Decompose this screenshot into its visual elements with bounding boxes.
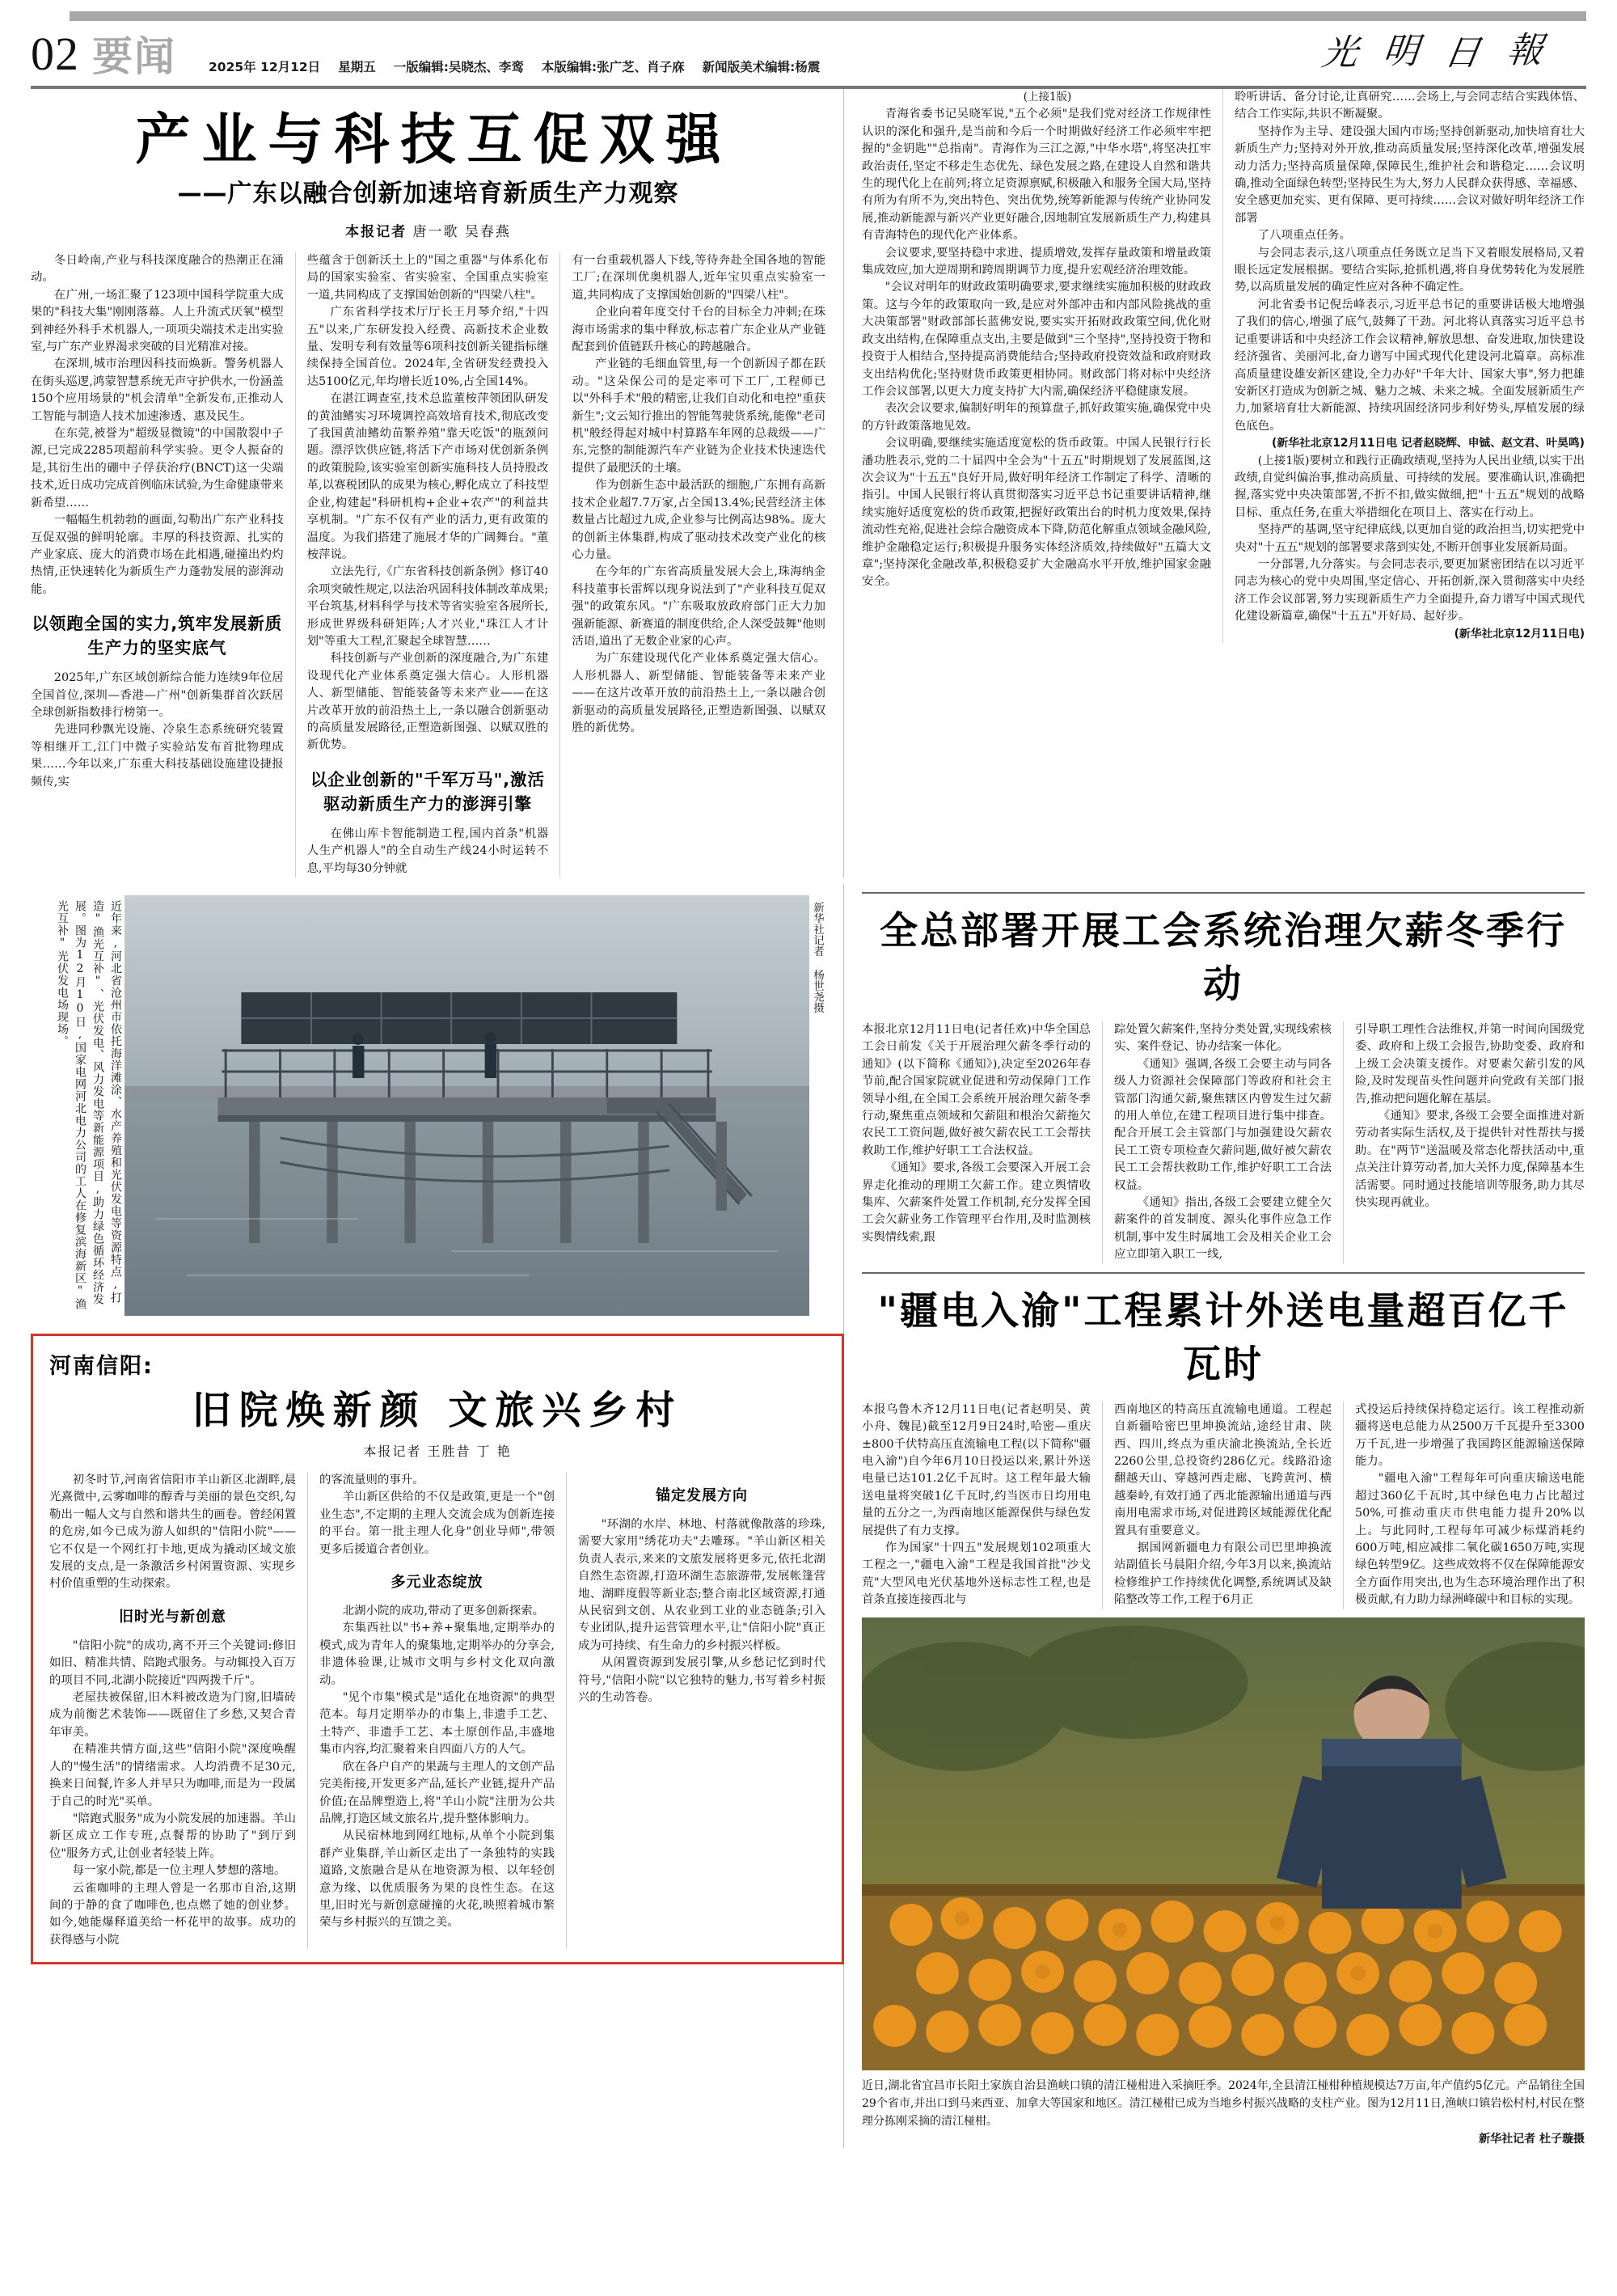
union-article-columns <box>862 1021 1585 1264</box>
union-article-headline: 全总部署开展工会系统治理欠薪冬季行动 <box>880 909 1567 1007</box>
guangming-daily-logo <box>1319 26 1586 76</box>
feature-header <box>31 89 825 246</box>
continued-from-note: (上接1版) <box>1023 91 1072 104</box>
paragraph: 北湖小院的成功,带动了更多创新探索。 <box>342 1605 544 1618</box>
paragraph: 企业向着年度交付千台的目标全力冲刺;在珠海市场需求的集中释放,标志着广东企业从产业链配套到价值链跃升核心的跨越融合。 <box>572 306 825 354</box>
svg-text:明: 明 <box>1381 31 1421 72</box>
paragraph: "环湖的水岸、林地、村落就像散落的珍珠,需要大家用"绣花功夫"去雕琢。"羊山新区相关负责人表示,来来的文旅发展将更多元,依托北湖自然生态资源,打造环湖生态旅游带,发展帐篷营地、湖畔度假等新业态;整合南北区域资源,打通从民宿到文创、从农业到工业的业态链条;引入专业团队,提升运营管理水平,让"信阳小院"真正成为可持续、有生命力的乡村振兴样板。 <box>577 1518 825 1652</box>
paragraph: 的客流量则的事升。 <box>319 1474 424 1486</box>
feature-column-2 <box>296 252 561 877</box>
paragraph: 云雀咖啡的主理人曾是一名那市自治,这期间的于静的食了咖啡色,也点燃了她的创业梦。如今,她能爆释道美给一杯花甲的故事。成功的获得感与小院 <box>49 1881 296 1947</box>
paragraph: 《通知》要求,各级工会要全面推进对新劳动者实际生活权,及于提供针对性帮扶与援助。在"两节"送温暖及常态化帮扶活动中,重点关注计算劳动者,加大关怀力度,保障基本生活需要。同时通过技能培训等服务,助力其尽快实现再就业。 <box>1354 1110 1585 1210</box>
publication-date: 2025年 12月12日 <box>209 60 321 74</box>
byline-names: 唐一歌 吴春燕 <box>412 224 511 240</box>
paragraph: 坚持作为主导、建设强大国内市场;坚持创新驱动,加快培育壮大新质生产力;坚持对外开放,推动高质量发展;坚持深化改革,增强发展动力活力;坚持高质量保障,保障民生,维护社会和谐稳定……会议明确,推动全面绿色转型;坚持民生为大,努力人民群众获得感、幸福感、安全感更加充实、更有保障、更可持续……会议对做好明年经济工作部署 <box>1235 125 1585 225</box>
boxed-article-kicker: 河南信阳: <box>49 1354 154 1379</box>
power-column-3 <box>1344 1402 1585 1609</box>
boxed-column-2 <box>308 1472 567 1949</box>
byline-label: 本报记者 <box>345 224 407 240</box>
paragraph: 为广东建设现代化产业体系奠定强大信心。人形机器人、新型储能、智能装备等未来产业——在这片改革开放的前沿热土上,一条以融合创新驱动的高质量发展路径,正塑造新图强、以赋双胜的新优势。 <box>572 652 825 734</box>
feature-columns <box>31 252 825 877</box>
right-lower-block <box>844 884 1585 2148</box>
paragraph: 踪处置欠薪案件,坚持分类处置,实现线索核实、案件登记、协办结案一体化。 <box>1113 1023 1332 1054</box>
paragraph: 西南地区的特高压直流输电通道。工程起自新疆哈密巴里坤换流站,途经甘肃、陕西、四川,终点为重庆渝北换流站,全长近2260公里,总投资约286亿元。线路沿途翻越天山、穿越河西走廊、飞跨黄河、横越秦岭,有效打通了西北能源输出通道与西南用电需求市场,对促进跨区域能源优化配置具有重要意义。 <box>1113 1402 1332 1537</box>
paragraph: 有一台重载机器人下线,等待奔赴全国各地的智能工厂;在深圳优奥机器人,近年宝贝重点实验室一道,共同构成了支撑国始创新的"四梁八柱"。 <box>572 254 825 302</box>
svg-text:報: 報 <box>1505 30 1546 71</box>
paragraph: 羊山新区供给的不仅是政策,更是一个"创业生态",不定期的主理人交流会成为创新连接的平台。第一批主理人化身"创业导师",带领更多后援道合者创业。 <box>319 1490 555 1556</box>
boxed-section-heading-1: 旧时光与新创意 <box>118 1608 226 1626</box>
photo-1-block <box>31 895 825 1321</box>
paragraph: 从民宿林地到网红地标,从单个小院到集群产业集群,羊山新区走出了一条独特的实践道路,文旅融合是从在地资源为根、以年轻创意为缘、以优质服务为果的良性生态。在这里,旧时光与新创意碰撞的火花,映照着城市繁荣与乡村振兴的互馈之美。 <box>319 1829 555 1930</box>
paragraph: 在广州,一场汇聚了123项中国科学院重大成果的"科技大集"刚刚落幕。人上升流式厌氧"模型到神经外科手术机器人,一项项尖端技术走出实验室,与广东产业界渴求突破的目光精准对接。 <box>31 288 284 354</box>
paragraph: 本报乌鲁木齐12月11日电(记者赵明昊、黄小舟、魏昆)截至12月9日24时,哈密—重庆±800千伏特高压直流输电工程(以下简称"疆电入渝")自今年6月10日投运以来,累计外送电量已达101.2亿千瓦时。这工程年最大输送电量将突破1亿千瓦时,约当医市日均用电量的五分之一,为西南地区能源保供与绿色发展提供了有力支撑。 <box>862 1402 1091 1537</box>
paragraph: "见个市集"模式是"适化在地资源"的典型范本。每月定期举办的市集上,非遗手工艺、土特产、非遗手工艺、本土原创作品,丰盛地集市内容,均汇聚着来自四面八方的人气。 <box>319 1691 555 1757</box>
photo-2-caption <box>862 2077 1585 2148</box>
paragraph: 一幅幅生机勃勃的画面,勾勒出广东产业科技互促双强的鲜明轮廓。丰厚的科技资源、扎实的产业家底、庞大的消费市场在此相遇,碰撞出灼灼热情,正快速转化为新质生产力蓬勃发展的澎湃动能。 <box>31 514 284 596</box>
paragraph: 据国网新疆电力有限公司巴里坤换流站副值长马晨阳介绍,今年3月以来,换流站检修维护工作持续优化调整,系统调试及缺陷整改等工作,工程于6月正 <box>1113 1541 1332 1607</box>
boxed-column-3 <box>567 1472 825 1949</box>
editor-this-page: 本版编辑:张广芝、肖子庥 <box>541 60 685 74</box>
weekday: 星期五 <box>338 60 376 74</box>
paragraph: 欣在各户自产的果蔬与主理人的文创产品完美衔接,开发更多产品,延长产业链,提升产品价值;在品牌塑造上,将"羊山小院"注册为公共品牌,打造区域文旅名片,提升整体影响力。 <box>319 1760 555 1825</box>
paragraph: 聆听讲话、备分讨论,让真研究……会场上,与会同志结合实践体悟、结合工作实际,共识不断凝聚。 <box>1235 91 1585 121</box>
paragraph: "会议对明年的财政政策明确要求,要求继续实施加积极的财政政策。这与今年的政策取向一致,是应对外部冲击和内部风险挑战的重大决策部署"财政部部长蓝佛安说,要实实开拓财政政策空间,优化财政支出结构,在保障重点支出,主要是做到"三个坚持",坚持投资于物和投资于人相结合,坚持提高消费能结合;坚持政府投资效益和政府财政支出结构优化;坚持财货币政策更相协同。财政部门将对标中央经济工作会议部署,以更大力度支持扩大内需,确保经济平稳健康发展。 <box>862 281 1211 398</box>
signoff-xinhua-1: (新华社北京12月11日电 记者赵晓辉、申铖、赵文君、叶昊鸣) <box>1272 437 1585 450</box>
power-column-2 <box>1103 1402 1344 1609</box>
svg-text:光: 光 <box>1319 32 1361 74</box>
feature-subheadline: ——广东以融合创新加速培育新质生产力观察 <box>177 180 679 208</box>
paragraph: 与会同志表示,这八项重点任务既立足当下又着眼发展格局,又着眼长远定发展根据。要结合实际,抢抓机遇,将自身优势转化为发展胜势,以高质量发展的确定性应对各种不确定性。 <box>1235 246 1585 294</box>
paragraph: 作为国家"十四五"发展规划102项重大工程之一,"疆电入渝"工程是我国首批"沙戈荒"大型风电光伏基地外送标志性工程,也是首条直接连接西北与 <box>862 1541 1091 1607</box>
boxed-section-heading-3: 锚定发展方向 <box>655 1487 748 1504</box>
left-lower-block <box>31 884 844 2148</box>
paragraph: 《通知》强调,各级工会要主动与同各级人力资源社会保障部门等政府和社会主管部门沟通欠薪,聚焦辖区内曾发生过欠薪的用人单位,在建工程项目进行集中排查。配合开展工会主管部门与加强建设欠薪农民工工资专项检查欠薪问题,做好被欠薪农民工工会帮扶救助工作,维护好职工工合法权益。 <box>1113 1057 1332 1192</box>
boxed-article-byline: 本报记者 王胜昔 丁 艳 <box>363 1444 512 1459</box>
paragraph: "陪跑式服务"成为小院发展的加速器。羊山新区成立工作专班,点餐帮的协助了"到厅到位"服务方式,让创业者轻装上阵。 <box>49 1812 296 1860</box>
paragraph: 2025年,广东区域创新综合能力连续9年位居全国首位,深圳—香港—广州"创新集群首次跃居全球创新指数排行榜第一。 <box>31 671 284 719</box>
right-column-1 <box>862 89 1223 643</box>
paragraph: 在湛江调查室,技术总监董桉萍领团队研发的黄油鳍实习环境调控高效培育技术,彻底改变了我国黄油鳍幼苗繁养殖"靠天吃饭"的瓶颈问题。漂浮饮供应链,将活下产市场对优创新条例的政策脱险,该实验室创新实施科技人员持股改革,以赛税团队的成果为核心,孵化成立了科技型企业,构建起"科研机构+企业+农产"的利益共享机制。"广东不仅有产业的活力,更有政策的温度。为我们搭建了施展才华的广阔舞台。"董桉萍说。 <box>306 392 549 561</box>
section-title: 要闻 <box>92 33 176 80</box>
paragraph: 冬日岭南,产业与科技深度融合的热潮正在涌动。 <box>31 254 284 285</box>
feature-article <box>31 89 844 877</box>
mid-area <box>31 884 1586 2148</box>
paragraph: 了八项重点任务。 <box>1257 229 1351 243</box>
boxed-article-headline: 旧院焕新颜 文旅兴乡村 <box>192 1388 683 1433</box>
divider-rule-2 <box>862 1272 1585 1274</box>
union-column-2 <box>1103 1021 1344 1264</box>
paragraph: 会议要求,要坚持稳中求进、提质增效,发挥存量政策和增量政策集成效应,加大逆周期和跨周期调节力度,提升宏观经济治理效能。 <box>862 246 1211 277</box>
feature-column-3 <box>560 252 825 877</box>
paragraph: 些蕴含于创新沃土上的"国之重器"与体系化布局的国家实验室、省实验室、全国重点实验室一道,共同构成了支撑国始创新的"四梁八柱"。 <box>306 254 549 302</box>
masthead-topbar <box>70 11 1586 21</box>
paragraph: 每一家小院,都是一位主理人梦想的落地。 <box>72 1864 286 1878</box>
paragraph: 《通知》指出,各级工会要建立健全欠薪案件的首发制度、源头化事件应急工作机制,事中发生时属地工会及相关企业工会应立即第入职工一线, <box>1113 1196 1332 1262</box>
paragraph: 会议明确,要继续实施适度宽松的货币政策。中国人民银行行长潘功胜表示,党的二十届四中全会为"十五五"时期规划了发展蓝图,这次会议为"十五五"良好开局,做好明年经济工作制定了科学、清晰的指引。中国人民银行将认真贯彻落实习近平总书记重要讲话精神,继续实施好适度宽松的货币政策,把握好政策出台的时机力度效果,保持流动性充裕,促进社会综合融资成本下降,防范化解重点领域金融风险,维护金融稳定运行;积极提升服务实体经济质效,持续做好"五篇大文章";坚持深化金融改革,积极稳妥扩大金融高水平开放,维护国家金融安全。 <box>862 437 1211 589</box>
paragraph: 在佛山库卡智能制造工程,国内首条"机器人生产机器人"的全自动生产线24小时运转不息,平均每30分钟就 <box>306 827 549 875</box>
paragraph: (上接1版)要树立和践行正确政绩观,坚持为人民出业绩,以实干出政绩,自觉纠偏治事,推动高质量、可持续的发展。要准确认识,准确把握,落实党中央决策部署,不折不扣,做实做细,把"十五五"规划的战略目标、重点任务,在重大举措细化在项目上、落实在行动上。 <box>1235 454 1585 519</box>
paragraph: 在精准共情方面,这些"信阳小院"深度唤醒人的"慢生活"的情绪需求。人均消费不足30元,换来日间餐,许多人并早只为咖啡,而是为一段属于自己的时光"买单。 <box>49 1743 296 1808</box>
masthead-info <box>209 60 838 74</box>
paragraph: "疆电入渝"工程每年可向重庆输送电能超过360亿千瓦时,其中绿色电力占比超过50%,可推动重庆市供电能力提升20%以上。与此同时,工程每年可减少标煤消耗约600万吨,相应减排二氧化碳1650万吨,实现绿色转型9亿。这些成效将不仅在保障能源安全方面作用突出,也为生态环境治理作出了积极贡献,有力助力绿洲峰碳中和目标的实现。 <box>1354 1472 1585 1607</box>
power-column-1 <box>862 1402 1103 1609</box>
paragraph: "信阳小院"的成功,离不开三个关键词:修旧如旧、精准共情、陪跑式服务。与动辄投入百万的项目不同,北湖小院接近"四两拨千斤"。 <box>49 1638 296 1687</box>
photo-1-image <box>125 895 809 1316</box>
power-article-headline: "疆电入渝"工程累计外送电量超百亿千瓦时 <box>877 1288 1569 1387</box>
paragraph: 坚持严的基调,坚守纪律底线,以更加自觉的政治担当,切实把党中央对"十五五"规划的部署要求落到实处,不断开创事业发展新局面。 <box>1235 523 1585 554</box>
paragraph: 老屋扶被保留,旧木料被改造为门窗,旧墙砖成为前衡艺术装饰——既留住了乡愁,又契合青年审美。 <box>49 1691 296 1739</box>
paragraph: 在深圳,城市治理因科技而焕新。警务机器人在街头巡逻,鸿蒙智慧系统无声守护供水,一份涵盖150个应用场景的"机会清单"全新发布,正推动人工智能与制造人技术加速渗透、惠及民生。 <box>31 357 284 423</box>
feature-section-heading-2: 以企业创新的"千军万马",激活驱动新质生产力的澎湃引擎 <box>310 769 546 814</box>
photo-1-caption: 近年来,河北省沧州市依托海洋滩涂、水产养殖和光伏发电等资源特点,打造"渔光互补"、光伏发电、风力发电等新能源项目,助力绿色循环经济发展。图为12月10日,国家电网河北电力公司的工人在修复滨海新区"渔光互补"光伏发电场现场。 <box>56 900 122 1310</box>
masthead <box>0 0 1617 81</box>
paragraph: 在东莞,被誉为"超级显微镜"的中国散裂中子源,已完成2285项超前科学实验。更令人振奋的是,其衍生出的硼中子俘获治疗(BNCT)这一尖端技术,近日成功完成首例临床试验,为生命健康带来新希望…… <box>31 427 284 510</box>
paragraph: 广东省科学技术厅厅长王月琴介绍,"十四五"以来,广东研发投入经费、高新技术企业数量、发明专利有效量等6项科技创新关键指标继续保持全国首位。2024年,全省研发经费投入达5100亿元,年均增长近10%,占全国14%。 <box>306 306 549 388</box>
paragraph: 产业链的毛细血管里,每一个创新因子都在跃动。"这朵保公司的是定率可下工厂,工程师已以"外科手术"般的精密,让我们自动化和电控"重获新生";文云知行推出的智能驾驶货系统,能像"老司机"般经得起对城中村算路车年网的总裁级——广东,完整的制能源汽车产业链为企业技术快速迭代提供了最肥沃的土壤。 <box>572 357 825 475</box>
paragraph: 青海省委书记吴晓军说,"五个必须"是我们党对经济工作规律性认识的深化和强升,是当前和今后一个时期做好经济工作必须牢牢把握的"金钥匙""总指南"。青海作为三江之源,"中华水塔",将坚决扛牢政治责任,坚定不移走生态优先、绿色发展之路,在建设人自然和谐共生的现代化上在前列;将立足资源禀赋,积极融入和服务全国大局,坚持有所为有所不为,突出特色、突出优势,统筹新能源与传统产业协同发展,推动新能源与新兴产业更好融合,因地制宜发展新质生产力,构建具有青海特色的现代化产业体系。 <box>862 108 1211 243</box>
paragraph: 表次会议要求,偏制好明年的预算盘子,抓好政策实施,确保党中央的方针政策落地见效。 <box>862 402 1211 433</box>
paragraph: 式投运后持续保持稳定运行。该工程推动新疆将送电总能力从2500万千瓦提升至3300万千瓦,进一步增强了我国跨区能源输送保障能力。 <box>1354 1402 1585 1468</box>
paragraph: 东集西社以"书+养+聚集地,定期举办的模式,成为青年人的聚集地,定期举办的分享会,非遗体验课,让城市文明与乡村文化双向激动。 <box>319 1622 555 1687</box>
top-area <box>31 89 1586 877</box>
paragraph: 先进同秒飘光设施、冷泉生态系统研究装置等相继开工,江门中微子实验站发布首批物理成果……今年以来,广东重大科技基础设施建设捷报频传,实 <box>31 723 284 789</box>
paragraph: 河北省委书记倪岳峰表示,习近平总书记的重要讲话极大地增强了我们的信心,增强了底气,鼓舞了干劲。河北将认真落实习近平总书记重要讲话和中央经济工作会议精神,解放思想、奋发进取,加快建设经济强省、美丽河北,奋力谱写中国式现代化建设河北篇章。高标准高质量建设雄安新区建设,全力办好"千年大计、国家大事",努力把雄安新区打造成为创新之城、魅力之城、未来之城。全面发展新质生产力,加紧培育壮大新能源、持续巩固经济同步利好势头,厚植发展的绿色底色。 <box>1235 298 1585 433</box>
photo-2-caption-text: 近日,湖北省宜昌市长阳土家族自治县渔峡口镇的清江椪柑进入采摘旺季。2024年,全县清江椪柑种植规模达7万亩,年产值约5亿元。产品销往全国29个省市,并出口到马来西亚、加拿大等国家和地区。清江椪柑已成为当地乡村振兴战略的支柱产业。图为12月11日,渔峡口镇岩松村村,村民在整理分拣刚采摘的清江椪柑。 <box>862 2078 1585 2128</box>
boxed-article-columns <box>49 1472 825 1949</box>
paragraph: 《通知》要求,各级工会要深入开展工会界走化推动的理期工欠薪工作。建立舆情收集库、欠薪案件处置工作机制,充分发挥全国工会欠薪业务工作管理平台作用,及时监测核实舆情线索,跟 <box>862 1161 1091 1244</box>
paragraph: 本报北京12月11日电(记者任欢)中华全国总工会日前发《关于开展治理欠薪冬季行动的通知》(以下简称《通知》),决定至2026年春节前,配合国家院就业促进和劳动保障门工作领导小组,在全国工会系统开展治理欠薪冬季行动,聚焦重点领域和欠薪阻和根治欠薪拖欠农民工工资问题,做好被欠薪农民工工会帮扶救助工作,维护好职工工合法权益。 <box>862 1023 1091 1157</box>
paragraph: 初冬时节,河南省信阳市羊山新区北湖畔,晨光熹微中,云雾咖啡的醇香与美丽的景色交织,勾勒出一幅人文与自然和谐共生的画卷。曾经闲置的危房,如今已成为游人如织的"信阳小院"——它不仅是一个网红打卡地,更成为撬动区域文旅发展的支点,是一条激活乡村闲置资源、实现乡村价值重塑的生动探索。 <box>49 1474 296 1591</box>
editor-page1: 一版编辑:吴晓杰、李鸾 <box>393 60 524 74</box>
paragraph: 引导职工理性合法维权,并第一时间向国级党委、政府和上级工会报告,协助变委、政府和上级工会决策支援作。对要素欠薪引发的风险,及时发现苗头性问题并向党政有关部门报告,推动把问题化解在基层。 <box>1354 1023 1585 1106</box>
photo-1-credit: 新华社记者 杨世尧摄 <box>811 902 824 1013</box>
feature-column-1 <box>31 252 296 877</box>
page-number: 02 <box>31 27 79 80</box>
svg-text:日: 日 <box>1441 32 1484 74</box>
power-article-columns <box>862 1402 1585 1609</box>
paragraph: 在今年的广东省高质量发展大会上,珠海纳金科技董事长雷辉以现身说法到了"产业科技互促双强"的政策东风。"广东吸取放政府部门正大力加强新能源、新赛道的制度供给,企人深受鼓舞"他则活语,道出了无数企业家的心声。 <box>572 565 825 648</box>
photo-2-credit: 新华社记者 杜子璇摄 <box>1479 2132 1585 2146</box>
feature-byline <box>31 220 825 244</box>
paragraph: 从闲置资源到发展引擎,从乡愁记忆到时代符号,"信阳小院"以它独特的魅力,书写着乡村振兴的生动答卷。 <box>577 1656 825 1705</box>
divider-rule <box>862 892 1585 894</box>
union-column-3 <box>1344 1021 1585 1264</box>
right-top-columns <box>844 89 1585 643</box>
feature-section-heading-1: 以领跑全国的实力,筑牢发展新质生产力的坚实底气 <box>32 614 283 658</box>
paragraph: 作为创新生态中最活跃的细胞,广东拥有高新技术企业超7.7万家,占全国13.4%;民营经济主体数量占比超过九成,企业参与比例高达98%。庞大的创新主体集群,构成了驱动技术改变产业化的核心力量。 <box>572 479 825 561</box>
boxed-section-heading-2: 多元业态绽放 <box>391 1574 483 1592</box>
photo-2-image <box>862 1617 1585 2070</box>
art-editor: 新闻版美术编辑:杨震 <box>702 60 821 74</box>
feature-headline: 产业与科技互促双强 <box>135 108 733 172</box>
boxed-column-1 <box>49 1472 308 1949</box>
paragraph: 科技创新与产业创新的深度融合,为广东建设现代化产业体系奠定强大信心。人形机器人、新型储能、智能装备等未来产业——在这片改革开放的前沿热土上,一条以融合创新驱动的高质量发展路径,正塑造新图强、以赋双胜的新优势。 <box>306 652 549 752</box>
paragraph: 一分部署,九分落实。与会同志表示,要更加紧密团结在以习近平同志为核心的党中央周围,坚定信心、开拓创新,深入贯彻落实中央经济工作会议部署,努力实现新质生产力全面提升,奋力谱写中国式现代化建设新篇章,确保"十五五"开好局、起好步。 <box>1235 557 1585 624</box>
boxed-article-xinyang <box>31 1334 844 1964</box>
right-column-2 <box>1223 89 1585 643</box>
paragraph: 立法先行,《广东省科技创新条例》修订40余项突破性规定,以法治巩固科技体制改革成果;平台筑基,材料科学与技术等省实验室各展所长,形成世界级科研矩阵;人才兴业,"珠江人才计划"等重大工程,汇聚起全球智慧…… <box>306 565 549 648</box>
signoff-xinhua-2: (新华社北京12月11日电) <box>1454 627 1585 641</box>
union-column-1 <box>862 1021 1103 1264</box>
